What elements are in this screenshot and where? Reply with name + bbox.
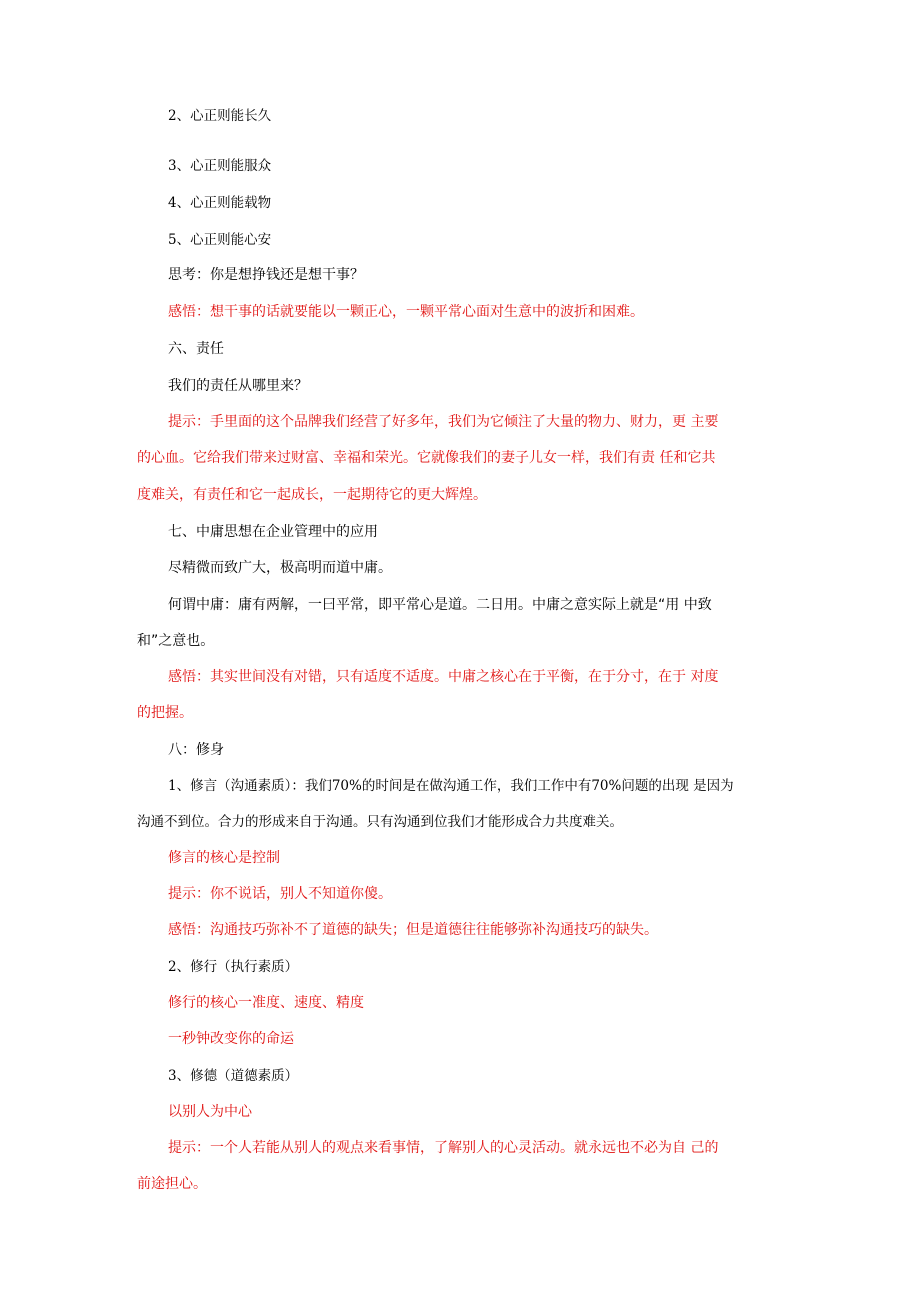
action-core-point: 修行的核心一准度、速度、精度 — [168, 995, 364, 1011]
list-item-4: 4、心正则能载物 — [168, 195, 272, 211]
hint-paragraph-line: 的心血。它给我们带来过财富、幸福和荣光。它就像我们的妻子儿女一样，我们有责 任和它共 — [137, 450, 716, 466]
responsibility-question: 我们的责任从哪里来？ — [168, 378, 308, 394]
hint-paragraph-line: 提示：手里面的这个品牌我们经营了好多年，我们为它倾注了大量的物力、财力，更 主要 — [168, 414, 719, 430]
hint-line: 提示：你不说话，别人不知道你傻。 — [168, 886, 392, 902]
zhongyong-definition-line: 何谓中庸：庸有两解，一曰平常，即平常心是道。二日用。中庸之意实际上就是“用 中致 — [168, 597, 712, 613]
cultivation-speech-line: 沟通不到位。合力的形成来自于沟通。只有沟通到位我们才能形成合力共度难关。 — [137, 814, 623, 830]
action-slogan: 一秒钟改变你的命运 — [168, 1031, 294, 1047]
section-heading-self-cultivation: 八：修身 — [168, 742, 224, 758]
insight-paragraph-line: 感悟：其实世间没有对错，只有适度不适度。中庸之核心在于平衡，在于分寸，在于 对度 — [168, 669, 719, 685]
zhongyong-definition-line: 和”之意也。 — [137, 633, 215, 649]
insight-paragraph-line: 的把握。 — [137, 705, 193, 721]
list-item-5: 5、心正则能心安 — [168, 232, 272, 248]
hint-paragraph-line: 提示：一个人若能从别人的观点来看事情，了解别人的心灵活动。就永远也不必为自 己的 — [168, 1140, 719, 1156]
section-heading-responsibility: 六、责任 — [168, 341, 224, 357]
zhongyong-quote: 尽精微而致广大，极高明而道中庸。 — [168, 560, 392, 576]
insight-line: 感悟：沟通技巧弥补不了道德的缺失；但是道德往往能够弥补沟通技巧的缺失。 — [168, 922, 658, 938]
cultivation-virtue-heading: 3、修德（道德素质） — [168, 1068, 299, 1084]
cultivation-action-heading: 2、修行（执行素质） — [168, 959, 299, 975]
hint-paragraph-line: 度难关，有责任和它一起成长，一起期待它的更大辉煌。 — [137, 487, 487, 503]
list-item-3: 3、心正则能服众 — [168, 158, 272, 174]
list-item-2: 2、心正则能长久 — [168, 108, 272, 124]
section-heading-zhongyong: 七、中庸思想在企业管理中的应用 — [168, 524, 378, 540]
hint-paragraph-line: 前途担心。 — [137, 1176, 207, 1192]
reflection-question: 思考：你是想挣钱还是想干事？ — [168, 267, 364, 283]
insight-paragraph: 感悟：想干事的话就要能以一颗正心，一颗平常心面对生意中的波折和困难。 — [168, 304, 644, 320]
speech-core-point: 修言的核心是控制 — [168, 850, 280, 866]
virtue-core-point: 以别人为中心 — [168, 1104, 252, 1120]
cultivation-speech-line: 1、修言（沟通素质）：我们70%的时间是在做沟通工作，我们工作中有70%问题的出现 是因为 — [168, 778, 734, 794]
